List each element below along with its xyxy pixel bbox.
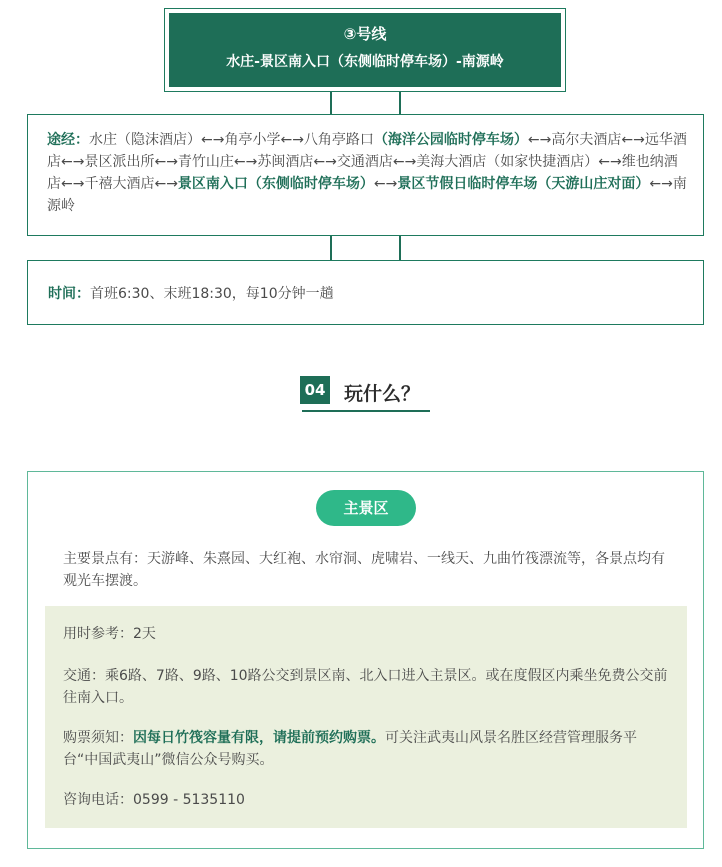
main-area-intro: 主要景点有：天游峰、朱熹园、大红袍、水帘洞、虎啸岩、一线天、九曲竹筏漂流等，各景点均有观光车摆渡。: [63, 551, 665, 589]
route-segment: ←→高尔夫酒店←→远华酒店←→景区派出所←→青竹山庄←→苏闽酒店←→交通酒店←→美海大酒店（如家快捷酒店）←→维也纳酒店←→千禧大酒店←→: [47, 132, 687, 192]
info-box: [45, 606, 687, 828]
line-number: ③号线: [343, 25, 387, 43]
ticket-text: [63, 727, 669, 771]
route-highlight: 景区南入口（东侧临时停车场）: [177, 176, 374, 192]
connector-right-top: [399, 92, 401, 114]
route-segment: ←→南源岭: [47, 176, 687, 214]
main-area-card: [27, 471, 704, 849]
duration-text: 用时参考：2天: [63, 626, 156, 642]
main-area-pill: 主景区: [316, 490, 416, 526]
ticket-prefix: 购票须知：: [63, 730, 133, 746]
line-header-inner: [169, 13, 561, 87]
ticket-highlight: 因每日竹筏容量有限，请提前预约购票。: [133, 730, 385, 746]
connector-left-mid: [330, 236, 332, 260]
route-label: 途经：: [47, 132, 89, 148]
route-highlight: （海洋公园临时停车场）: [373, 132, 528, 148]
route-segment: ←→: [373, 176, 398, 192]
line-header: [164, 8, 566, 92]
section-title: 玩什么？: [344, 383, 421, 405]
route-segment: 水庄（隐沫酒店）←→角亭小学←→八角亭路口: [89, 132, 374, 148]
phone-text: 咨询电话：0599 - 5135110: [63, 792, 245, 808]
time-card: [27, 260, 704, 325]
connector-left-top: [330, 92, 332, 114]
connector-right-mid: [399, 236, 401, 260]
section-underline: [302, 410, 430, 412]
transport-text: 交通：乘6路、7路、9路、10路公交到景区南、北入口进入主景区。或在度假区内乘坐免费公交前往南入口。: [63, 668, 668, 706]
ticket-rest: 可关注武夷山风景名胜区经营管理服务平台“中国武夷山”微信公众号购买。: [63, 730, 637, 768]
line-route: 水庄-景区南入口（东侧临时停车场）-南源岭: [226, 54, 504, 70]
route-card: [27, 114, 704, 236]
time-text: 首班6:30、末班18:30，每10分钟一趟: [90, 286, 334, 302]
route-highlight: 景区节假日临时停车场（天游山庄对面）: [397, 176, 650, 192]
section-number-badge: 04: [300, 376, 330, 404]
time-label: 时间：: [48, 286, 90, 302]
